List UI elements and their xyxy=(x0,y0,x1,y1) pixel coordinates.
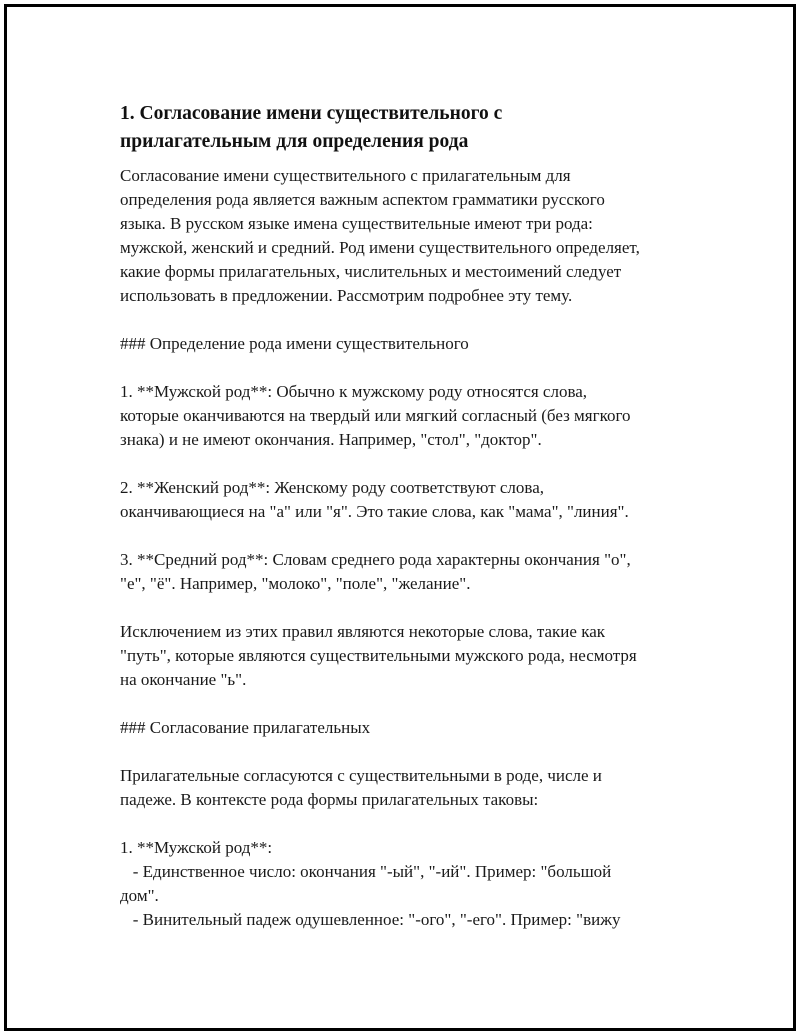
document-title: 1. Согласование имени существительного с прилагательным для определения рода xyxy=(120,103,503,152)
list-item-masculine: 1. **Мужской род**: Обычно к мужскому роду относятся слова, которые оканчиваются на твердый или мягкий согласный (без мягкого знака) и не имеют окончания. Например, "стол", "доктор". xyxy=(120,382,631,449)
list-item-feminine: 2. **Женский род**: Женскому роду соответствуют слова, оканчивающиеся на "а" или "я". Это такие слова, как "мама", "линия". xyxy=(120,478,629,521)
list-item-masculine-adjectives: 1. **Мужской род**: - Единственное число: окончания "-ый", "-ий". Пример: "большой дом". - Винительный падеж одушевленное: "-ого", "-его". Пример: "вижу xyxy=(120,838,621,929)
list-item-neuter: 3. **Средний род**: Словам среднего рода характерны окончания "о", "е", "ё". Например, "молоко", "поле", "желание". xyxy=(120,550,631,593)
section-heading-adjective-agreement: ### Согласование прилагательных xyxy=(120,718,371,737)
document-body xyxy=(120,100,690,932)
intro-paragraph: Согласование имени существительного с прилагательным для определения рода является важным аспектом грамматики русского языка. В русском языке имена существительные имеют три рода: мужской, женский и средний. Род имени существительного определяет, какие формы прилагательных, числительных и местоимений следует использовать в предложении. Рассмотрим подробнее эту тему. xyxy=(120,166,640,305)
section-heading-gender-definition: ### Определение рода имени существительного xyxy=(120,334,469,353)
page-frame xyxy=(4,4,796,1031)
exception-paragraph: Исключением из этих правил являются некоторые слова, такие как "путь", которые являются существительными мужского рода, несмотря на окончание "ь". xyxy=(120,622,637,689)
adjective-agreement-paragraph: Прилагательные согласуются с существительными в роде, числе и падеже. В контексте рода формы прилагательных таковы: xyxy=(120,766,602,809)
